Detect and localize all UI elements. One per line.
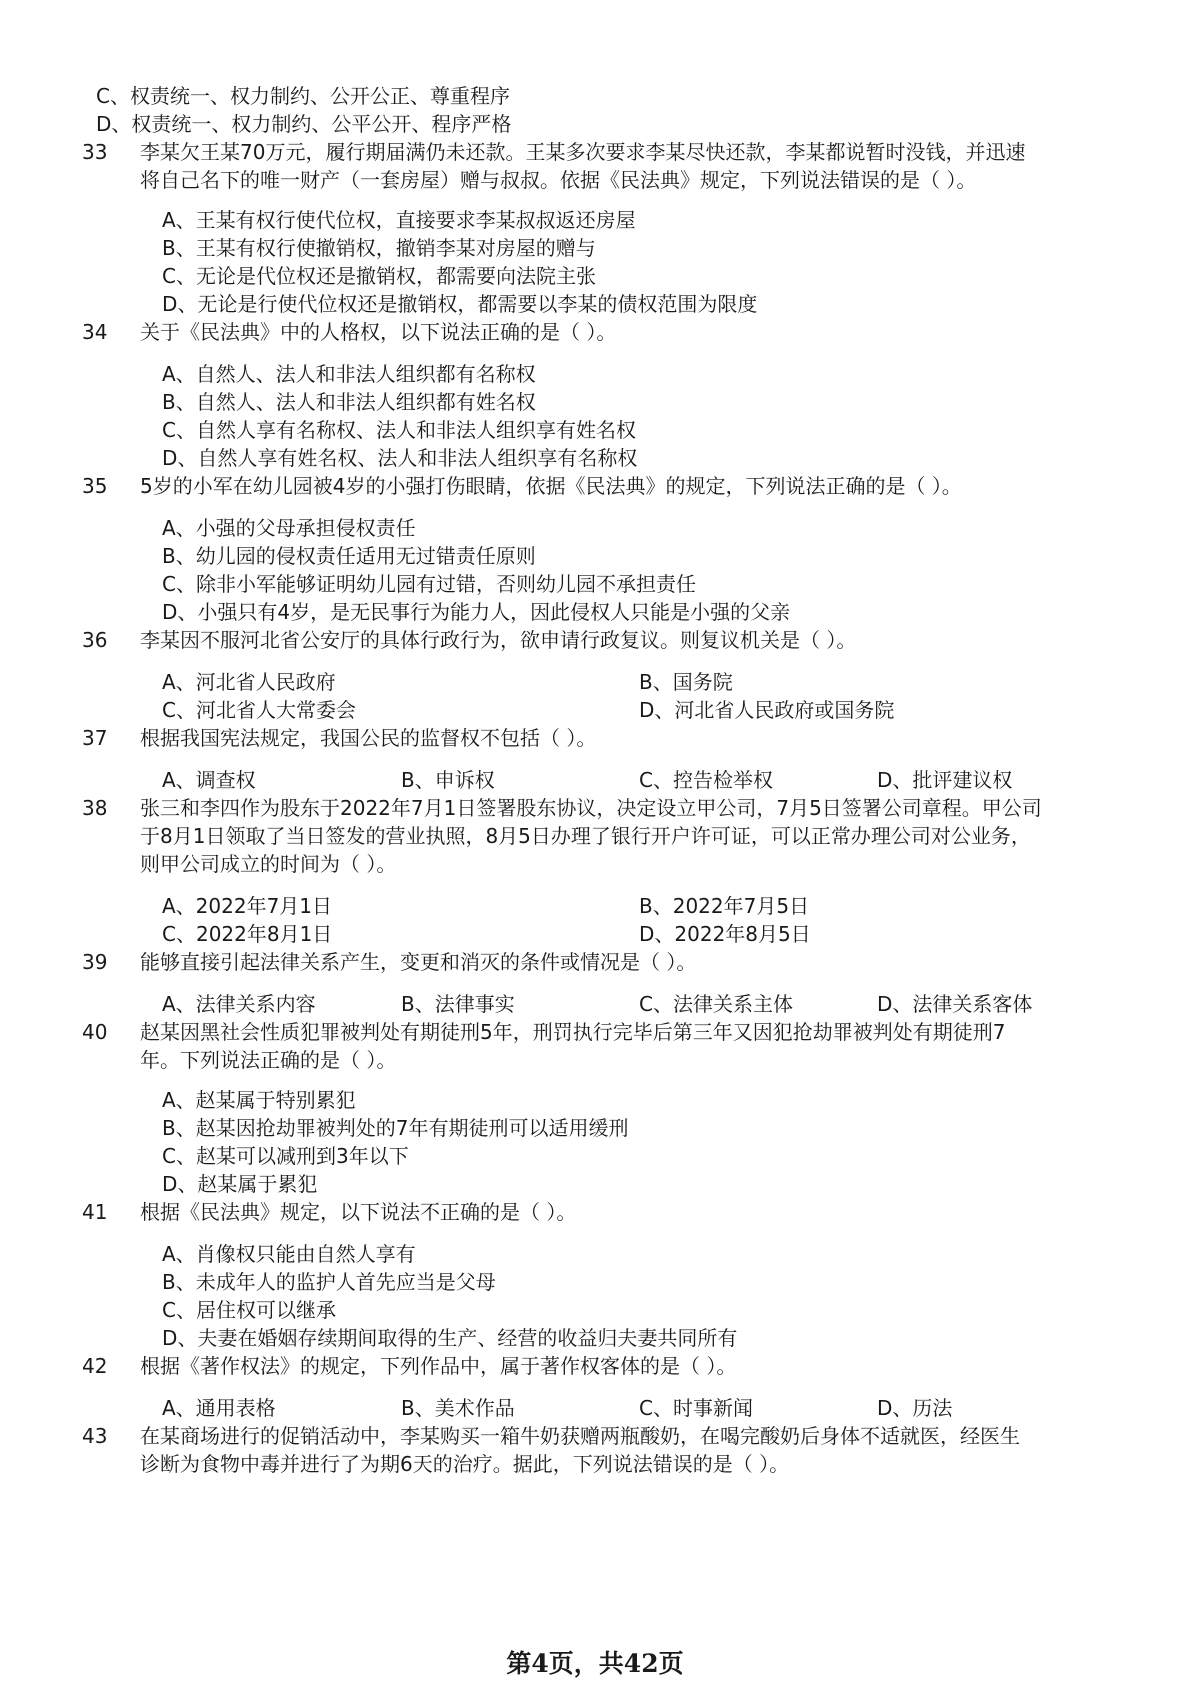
option-d: D、无论是行使代位权还是撤销权，都需要以李某的债权范围为限度: [162, 292, 758, 316]
question-stem: 根据我国宪法规定，我国公民的监督权不包括（ ）。: [140, 726, 597, 750]
option-d: D、河北省人民政府或国务院: [639, 698, 895, 722]
option-b: B、未成年人的监护人首先应当是父母: [162, 1270, 496, 1294]
option-a: A、河北省人民政府: [162, 670, 336, 694]
option-d: D、权责统一、权力制约、公平公开、程序严格: [96, 112, 512, 136]
option-a: A、王某有权行使代位权，直接要求李某叔叔返还房屋: [162, 208, 636, 232]
option-c: C、控告检举权: [639, 768, 773, 792]
option-a: A、肖像权只能由自然人享有: [162, 1242, 416, 1266]
question-number: 33: [82, 140, 108, 164]
option-d: D、小强只有4岁，是无民事行为能力人，因此侵权人只能是小强的父亲: [162, 600, 791, 624]
option-d: D、自然人享有姓名权、法人和非法人组织享有名称权: [162, 446, 638, 470]
question-number: 39: [82, 950, 108, 974]
question-stem: 赵某因黑社会性质犯罪被判处有期徒刑5年，刑罚执行完毕后第三年又因犯抢劫罪被判处有期徒刑7: [140, 1020, 1006, 1044]
option-d: D、历法: [877, 1396, 953, 1420]
option-b: B、王某有权行使撤销权，撤销李某对房屋的赠与: [162, 236, 596, 260]
option-b: B、自然人、法人和非法人组织都有姓名权: [162, 390, 536, 414]
question-number: 40: [82, 1020, 108, 1044]
option-a: A、赵某属于特别累犯: [162, 1088, 356, 1112]
question-stem: 关于《民法典》中的人格权，以下说法正确的是（ ）。: [140, 320, 617, 344]
option-b: B、赵某因抢劫罪被判处的7年有期徒刑可以适用缓刑: [162, 1116, 629, 1140]
option-a: A、小强的父母承担侵权责任: [162, 516, 416, 540]
option-b: B、幼儿园的侵权责任适用无过错责任原则: [162, 544, 536, 568]
question-stem: 于8月1日领取了当日签发的营业执照，8月5日办理了银行开户许可证，可以正常办理公司对公业务，: [140, 824, 1031, 848]
option-a: A、自然人、法人和非法人组织都有名称权: [162, 362, 536, 386]
option-c: C、除非小军能够证明幼儿园有过错，否则幼儿园不承担责任: [162, 572, 696, 596]
question-number: 35: [82, 474, 108, 498]
option-c: C、赵某可以减刑到3年以下: [162, 1144, 409, 1168]
option-d: D、法律关系客体: [877, 992, 1033, 1016]
option-d: D、赵某属于累犯: [162, 1172, 318, 1196]
option-c: C、权责统一、权力制约、公开公正、尊重程序: [96, 84, 510, 108]
option-b: B、法律事实: [401, 992, 515, 1016]
question-number: 43: [82, 1424, 108, 1448]
option-c: C、2022年8月1日: [162, 922, 333, 946]
option-d: D、批评建议权: [877, 768, 1013, 792]
question-stem: 将自己名下的唯一财产（一套房屋）赠与叔叔。依据《民法典》规定，下列说法错误的是（ ）。: [140, 168, 977, 192]
question-number: 34: [82, 320, 108, 344]
option-d: D、2022年8月5日: [639, 922, 811, 946]
option-b: B、国务院: [639, 670, 733, 694]
question-stem: 诊断为食物中毒并进行了为期6天的治疗。据此，下列说法错误的是（ ）。: [140, 1452, 790, 1476]
question-stem: 根据《著作权法》的规定，下列作品中，属于著作权客体的是（ ）。: [140, 1354, 737, 1378]
option-c: C、无论是代位权还是撤销权，都需要向法院主张: [162, 264, 596, 288]
option-a: A、2022年7月1日: [162, 894, 333, 918]
question-stem: 年。下列说法正确的是（ ）。: [140, 1048, 397, 1072]
question-stem: 则甲公司成立的时间为（ ）。: [140, 852, 397, 876]
option-d: D、夫妻在婚姻存续期间取得的生产、经营的收益归夫妻共同所有: [162, 1326, 738, 1350]
question-stem: 5岁的小军在幼儿园被4岁的小强打伤眼睛，依据《民法典》的规定，下列说法正确的是（ ）。: [140, 474, 962, 498]
question-number: 38: [82, 796, 108, 820]
option-c: C、河北省人大常委会: [162, 698, 356, 722]
option-c: C、自然人享有名称权、法人和非法人组织享有姓名权: [162, 418, 636, 442]
question-number: 37: [82, 726, 108, 750]
question-stem: 在某商场进行的促销活动中，李某购买一箱牛奶获赠两瓶酸奶，在喝完酸奶后身体不适就医，经医生: [140, 1424, 1020, 1448]
option-a: A、法律关系内容: [162, 992, 316, 1016]
option-b: B、申诉权: [401, 768, 495, 792]
option-a: A、调查权: [162, 768, 256, 792]
option-c: C、居住权可以继承: [162, 1298, 336, 1322]
option-c: C、法律关系主体: [639, 992, 793, 1016]
question-stem: 李某因不服河北省公安厅的具体行政行为，欲申请行政复议。则复议机关是（ ）。: [140, 628, 857, 652]
question-number: 36: [82, 628, 108, 652]
question-stem: 能够直接引起法律关系产生，变更和消灭的条件或情况是（ ）。: [140, 950, 697, 974]
option-b: B、2022年7月5日: [639, 894, 810, 918]
question-stem: 根据《民法典》规定，以下说法不正确的是（ ）。: [140, 1200, 577, 1224]
option-c: C、时事新闻: [639, 1396, 753, 1420]
question-number: 42: [82, 1354, 108, 1378]
page-footer: 第4页，共42页: [506, 1649, 684, 1678]
question-stem: 李某欠王某70万元，履行期届满仍未还款。王某多次要求李某尽快还款，李某都说暂时没钱，并迅速: [140, 140, 1026, 164]
option-a: A、通用表格: [162, 1396, 276, 1420]
option-b: B、美术作品: [401, 1396, 515, 1420]
question-stem: 张三和李四作为股东于2022年7月1日签署股东协议，决定设立甲公司，7月5日签署公司章程。甲公司: [140, 796, 1042, 820]
question-number: 41: [82, 1200, 108, 1224]
